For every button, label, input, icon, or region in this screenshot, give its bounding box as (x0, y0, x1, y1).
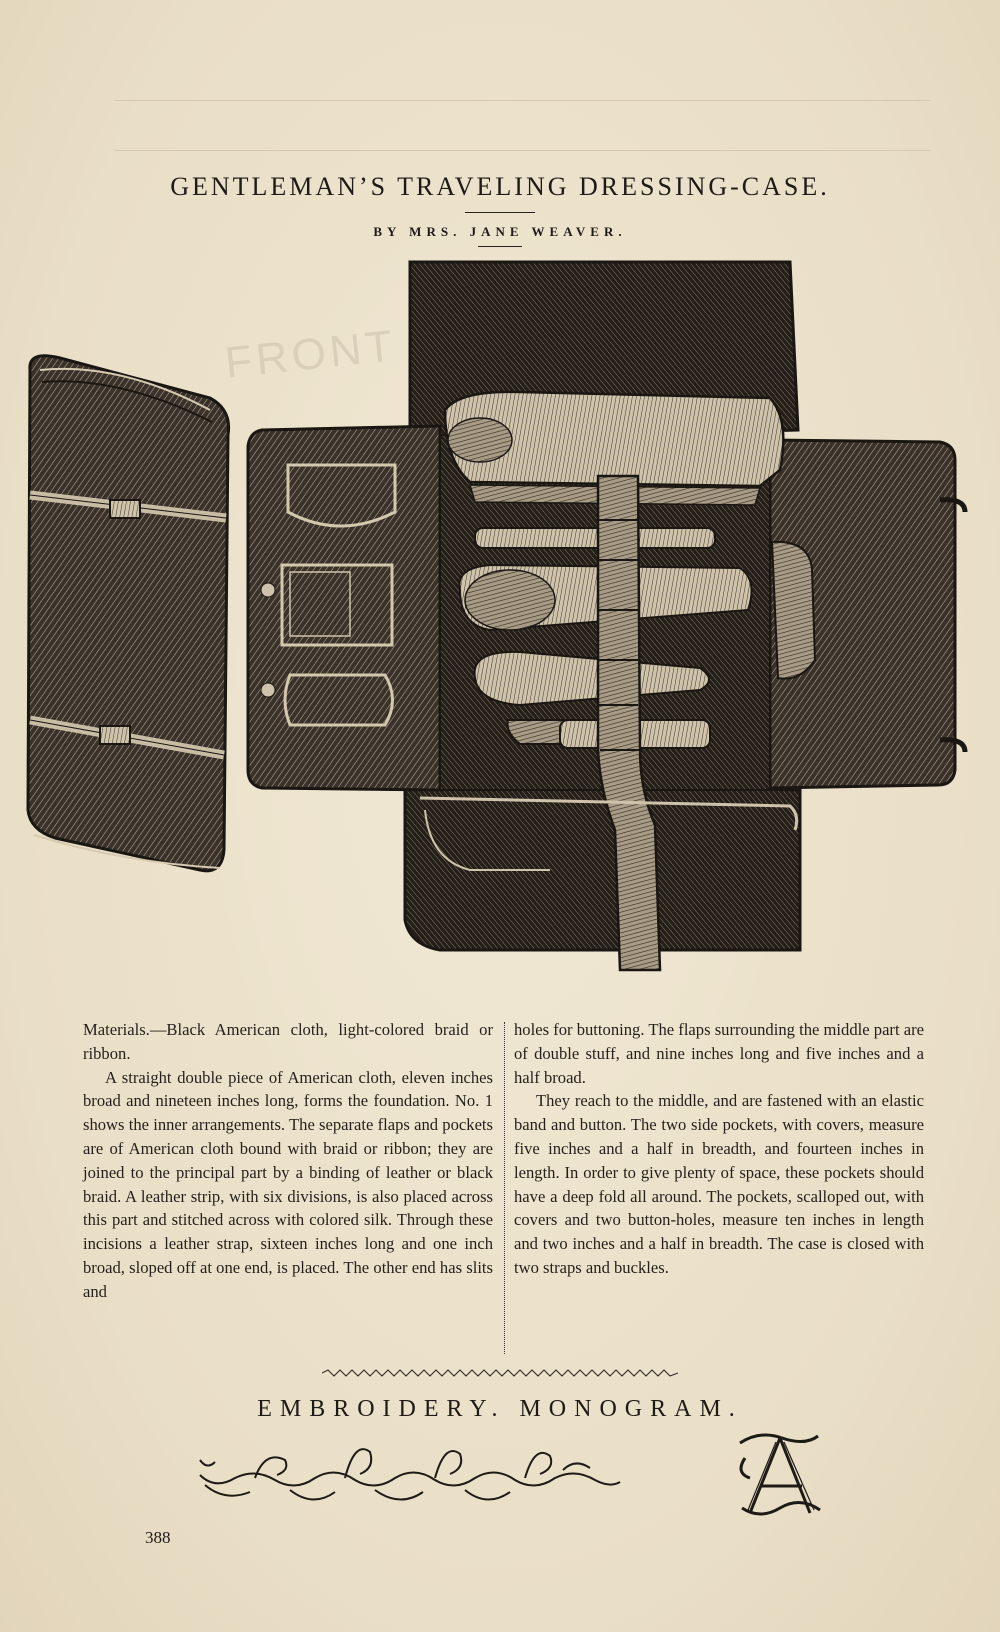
article-paragraph: holes for buttoning. The flaps surrounding the middle part are of double stuff, and nine inches long and five inches and a half broad. (514, 1020, 924, 1087)
show-through-text: FRONT (222, 321, 399, 388)
title-rule (465, 212, 535, 213)
section-title: EMBROIDERY. MONOGRAM. (257, 1396, 743, 1422)
open-case-drawing (248, 262, 965, 970)
show-through-line (115, 150, 930, 151)
article-paragraph: A straight double piece of American cloth, eleven inches broad and nineteen inches long, forms the foundation. No. 1 shows the inner arrangements. The separate flaps and pockets are of American cloth bound with braid or ribbon; they are joined to the principal part by a binding of leather or black braid. A leather strip, with six divisions, is also placed across this part and stitched across with colored silk. Through these incisions a leather strap, sixteen inches long and one inch broad, sloped off at one end, is placed. The other end has slits and (83, 1067, 493, 1301)
monogram-a-drawing (730, 1428, 830, 1520)
article-paragraph: They reach to the middle, and are fastened with an elastic band and button. The two side pockets, with covers, measure five inches and a half in breadth, and fourteen inches in length. In order to give plenty of space, these pockets should have a deep fold all around. The pockets, scalloped out, with covers and two button-holes, measure ten inches in length and two inches and a half in breadth. The case is closed with two straps and buckles. (514, 1091, 924, 1277)
article-byline: BY MRS. JANE WEAVER. (373, 224, 627, 239)
article-title: GENTLEMAN’S TRAVELING DRESSING-CASE. (170, 172, 830, 201)
article-paragraph: Materials.—Black American cloth, light-colored braid or ribbon. (83, 1020, 493, 1063)
embroidery-border-pattern (195, 1430, 625, 1510)
column-divider (504, 1022, 506, 1354)
article-text-left-column (83, 1018, 493, 1304)
byline-rule (478, 246, 522, 247)
rolled-case-drawing (28, 356, 229, 871)
page-number: 388 (145, 1528, 171, 1547)
section-ornament-rule (322, 1368, 678, 1378)
dressing-case-illustration (0, 250, 1000, 1010)
show-through-line (115, 100, 930, 101)
article-text-right-column (514, 1018, 924, 1280)
